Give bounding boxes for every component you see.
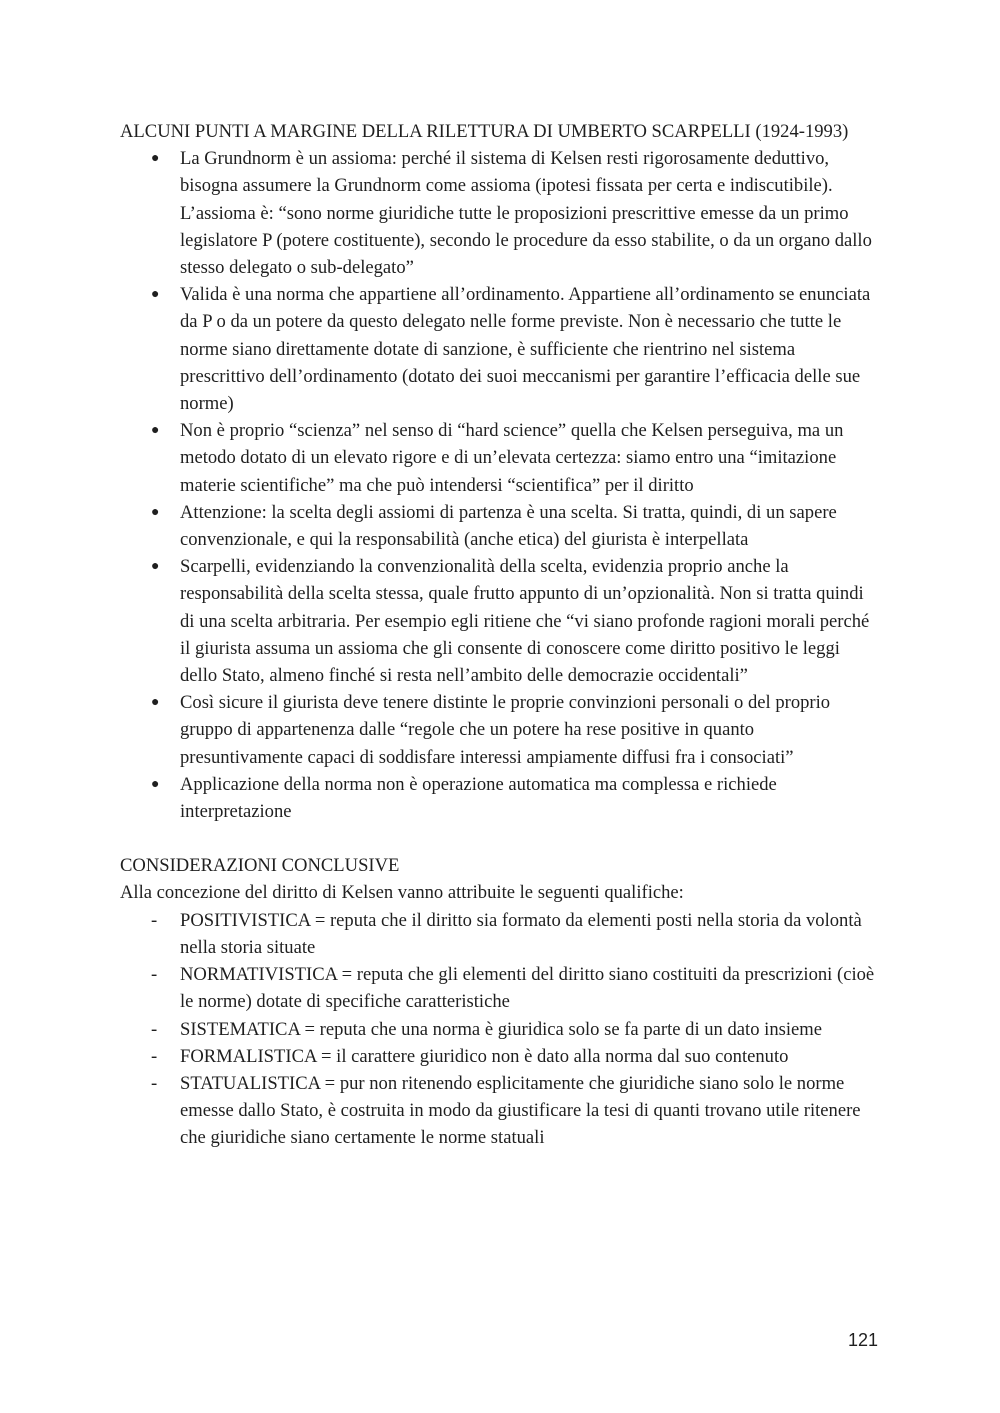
bullet-icon: ● [151,151,160,167]
list-item [120,553,880,689]
list-item-text: POSITIVISTICA = reputa che il diritto sia formato da elementi posti nella storia da volontà nella storia situate [180,909,862,958]
section-heading-conclusions: CONSIDERAZIONI CONCLUSIVE [120,855,400,877]
dash-icon: - [151,1045,158,1067]
bullet-icon: ● [151,776,160,792]
dash-icon: - [151,1072,158,1094]
list-item [120,689,880,771]
list-item-text: La Grundnorm è un assioma: perché il sistema di Kelsen resti rigorosamente deduttivo, bisogna assumere la Grundnorm come assioma (ipotesi fissata per certa e indiscutibile). L’assioma è: “sono norme giuridiche tutte le proposizioni prescrittive emesse da un primo legislatore P (potere costituente), secondo le procedure da esso stabilite, o da un organo dallo stesso delegato o sub-delegato” [180,148,872,279]
bullet-icon: ● [151,504,160,520]
list-item-text: Scarpelli, evidenziando la convenzionalità della scelta, evidenzia proprio anche la responsabilità della scelta stessa, quale frutto appunto di un’opzionalità. Non si tratta quindi di una scelta arbitraria. Per esempio egli ritiene che “vi siano profonde ragioni morali perché il giurista assuma un assioma che gli consente di conoscere come diritto positivo le leggi dello Stato, almeno finché si resta nell’ambito delle democrazie occidentali” [180,556,870,687]
list-item-text: STATUALISTICA = pur non ritenendo esplicitamente che giuridiche siano solo le norme emesse dallo Stato, è costruita in modo da giustificare la tesi di quanti trovano utile ritenere che giuridiche siano certamente le norme statuali [180,1072,861,1149]
list-item-text: Applicazione della norma non è operazione automatica ma complessa e richiede interpretazione [180,773,777,823]
list-item [120,961,880,1015]
list-item [120,1043,880,1070]
list-item [120,145,880,281]
section-spacer [120,825,880,852]
bullet-icon: ● [151,287,160,303]
bullet-icon: ● [151,559,160,575]
bullet-icon: ● [151,695,160,711]
list-item [120,907,880,961]
list-item [120,281,880,417]
list-item [120,771,880,825]
section-heading-scarpelli: ALCUNI PUNTI A MARGINE DELLA RILETTURA DI UMBERTO SCARPELLI (1924-1993) [120,121,849,142]
list-item [120,499,880,553]
list-item-text: Valida è una norma che appartiene all’ordinamento. Appartiene all’ordinamento se enunciata da P o da un potere da questo delegato nelle forme previste. Non è necessario che tutte le norme siano direttamente dotate di sanzione, è sufficiente che rientrino nel sistema prescrittivo dell’ordinamento (dotato dei suoi meccanismi per garantire l’efficacia delle sue norme) [180,284,871,415]
dash-icon: - [151,1018,158,1040]
list-item-text: FORMALISTICA = il carattere giuridico non è dato alla norma dal suo contenuto [180,1045,789,1067]
list-item-text: Così sicure il giurista deve tenere distinte le proprie convinzioni personali o del proprio gruppo di appartenenza dalle “regole che un potere ha rese positive in quanto presuntivamente capaci di soddisfare interessi ampiamente diffusi fra i consociati” [180,692,831,768]
dash-icon: - [151,964,158,986]
list-item-text: SISTEMATICA = reputa che una norma è giuridica solo se fa parte di un dato insieme [180,1018,822,1040]
dash-icon: - [151,909,158,931]
page-content [120,118,880,1152]
scarpelli-points-list [120,145,880,825]
page-number: 121 [847,1330,878,1350]
kelsen-qualifiers-list [120,907,880,1152]
list-item-text: Non è proprio “scienza” nel senso di “hard science” quella che Kelsen perseguiva, ma un metodo dotato di un elevato rigore e di un’elevata certezza: siamo entro una “imitazione materie scientifiche” ma che può intendersi “scientifica” per il diritto [180,420,844,496]
section-intro: Alla concezione del diritto di Kelsen vanno attribuite le seguenti qualifiche: [120,882,684,904]
bullet-icon: ● [151,423,160,439]
list-item-text: NORMATIVISTICA = reputa che gli elementi del diritto siano costituiti da prescrizioni (cioè le norme) dotate di specifiche caratteristiche [180,964,875,1013]
list-item-text: Attenzione: la scelta degli assiomi di partenza è una scelta. Si tratta, quindi, di un sapere convenzionale, e qui la responsabilità (anche etica) del giurista è interpellata [180,501,837,551]
list-item [120,417,880,499]
list-item [120,1070,880,1152]
list-item [120,1016,880,1043]
